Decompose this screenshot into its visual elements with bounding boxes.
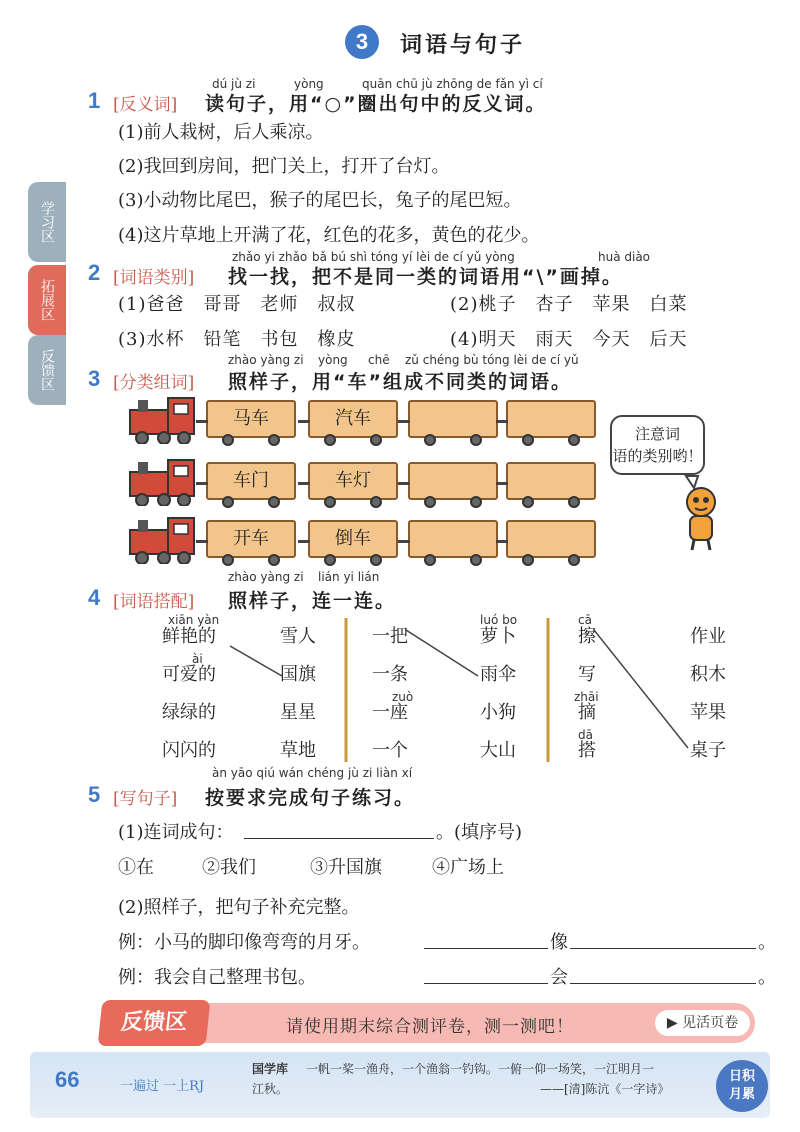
pinyin: yòng [318, 353, 348, 367]
answer-blank[interactable] [570, 948, 756, 949]
match-word-col5[interactable]: 擦 [578, 626, 596, 647]
example-line [230, 646, 282, 676]
feedback-text: 请使用期末综合测评卷，测一测吧！ [286, 1017, 574, 1037]
match-word-col1[interactable]: 绿绿的 [162, 702, 216, 723]
question-number: 4 [88, 585, 101, 610]
daily-badge [716, 1060, 768, 1112]
example-line [406, 630, 478, 676]
feedback-label: 反馈区 [98, 1000, 211, 1046]
period: 。 [758, 967, 776, 988]
match-word-col6[interactable]: 苹果 [690, 702, 726, 723]
train-car-word: 开车 [233, 528, 269, 549]
connector-word: 像 [550, 932, 568, 953]
question-number: 3 [88, 366, 101, 391]
pinyin: zhào yàng zi [228, 570, 304, 584]
pinyin: zǔ chéng bù tóng lèi de cí yǔ [405, 353, 579, 367]
question-number: 2 [88, 260, 101, 285]
question-instruction: 照样子，连一连。 [228, 590, 397, 612]
lesson-number-badge: 3 [345, 25, 379, 59]
pinyin: luó bo [480, 613, 518, 627]
word-option: ③升国旗 [310, 857, 382, 878]
match-word-col1[interactable]: 鲜艳的 [162, 626, 216, 647]
match-word-col5[interactable]: 写 [578, 664, 596, 685]
train-car-word: 汽车 [335, 408, 371, 429]
match-word-col4[interactable]: 雨伞 [480, 664, 516, 685]
part2-label: (2)照样子，把句子补充完整。 [118, 897, 360, 918]
pinyin: huà diào [598, 250, 651, 264]
part1-label: (1)连词成句： [118, 822, 234, 843]
match-word-col3[interactable]: 一个 [372, 740, 408, 761]
question-tag: [写句子] [113, 789, 178, 809]
pinyin: chē [368, 353, 390, 367]
answer-blank[interactable] [244, 838, 434, 839]
question-instruction: 照样子，用“车”组成不同类的词语。 [228, 371, 572, 393]
example-sentence: 例：我会自己整理书包。 [118, 967, 316, 988]
word-option: ④广场上 [432, 857, 504, 878]
word-group: (3)水杯 铅笔 书包 橡皮 [118, 329, 356, 350]
sentence-item: (4)这片草地上开满了花，红色的花多，黄色的花少。 [118, 225, 540, 246]
word-option: ①在 [118, 857, 154, 878]
page-number: 66 [55, 1067, 80, 1092]
pinyin: zhāi [574, 690, 599, 704]
match-word-col6[interactable]: 积木 [690, 664, 726, 685]
match-word-col5[interactable]: 搭 [578, 740, 596, 761]
match-word-col3[interactable]: 一座 [372, 702, 408, 723]
badge-line: 月累 [728, 1087, 755, 1102]
match-word-col3[interactable]: 一把 [372, 626, 408, 647]
pinyin: xiān yàn [168, 613, 220, 627]
pinyin: quān chū jù zhōng de fǎn yì cí [362, 77, 543, 91]
side-tab-feedback[interactable]: 反馈区 [28, 335, 66, 405]
answer-blank[interactable] [424, 983, 548, 984]
see-worksheet-button[interactable]: ▶ 见活页卷 [655, 1010, 750, 1036]
match-word-col6[interactable]: 作业 [690, 626, 726, 647]
footer-brand: 一遍过 一上RJ [120, 1079, 205, 1094]
answer-blank[interactable] [424, 948, 548, 949]
pinyin: dā [578, 728, 593, 742]
question-tag: [词语类别] [113, 268, 195, 288]
footer-poem: 江秋。 [252, 1082, 289, 1096]
match-word-col2[interactable]: 草地 [280, 740, 316, 761]
footer-poem: 一帆一桨一渔舟，一个渔翁一钓钩。一俯一仰一场笑，一江明月一 [306, 1062, 655, 1076]
sentence-item: (1)前人栽树，后人乘凉。 [118, 122, 324, 143]
question-number: 1 [88, 88, 101, 113]
match-word-col1[interactable]: 可爱的 [162, 664, 216, 685]
sentence-item: (3)小动物比尾巴，猴子的尾巴长，兔子的尾巴短。 [118, 190, 522, 211]
question-instruction: 找一找，把不是同一类的词语用“\”画掉。 [228, 266, 623, 288]
period: 。 [758, 932, 776, 953]
question-number: 5 [88, 782, 101, 807]
match-word-col4[interactable]: 大山 [480, 740, 516, 761]
hint-line: 注意词 [634, 425, 680, 443]
answer-blank[interactable] [570, 983, 756, 984]
match-word-col3[interactable]: 一条 [372, 664, 408, 685]
match-word-col2[interactable]: 国旗 [280, 664, 316, 685]
train-car-word: 车门 [233, 470, 269, 491]
example-sentence: 例：小马的脚印像弯弯的月牙。 [118, 932, 370, 953]
train-car-word: 倒车 [335, 528, 371, 549]
train-car-word: 马车 [233, 408, 269, 429]
pinyin: zhǎo yi zhǎo [232, 250, 308, 264]
word-group: (4)明天 雨天 今天 后天 [450, 329, 688, 350]
question-tag: [反义词] [113, 95, 178, 115]
question-instruction: 读句子，用“○”圈出句中的反义词。 [205, 93, 547, 115]
match-word-col5[interactable]: 摘 [578, 702, 596, 723]
word-group: (1)爸爸 哥哥 老师 叔叔 [118, 294, 356, 315]
match-word-col1[interactable]: 闪闪的 [162, 740, 216, 761]
part1-suffix: 。(填序号) [436, 822, 523, 843]
word-option: ②我们 [202, 857, 256, 878]
badge-line: 日积 [728, 1069, 755, 1084]
pinyin: yòng [294, 77, 324, 91]
question-tag: [分类组词] [113, 373, 195, 393]
match-word-col4[interactable]: 小狗 [480, 702, 516, 723]
question-tag: [词语搭配] [113, 592, 195, 612]
pinyin: bǎ bú shì tóng yí lèi de cí yǔ yòng [312, 250, 515, 264]
question-instruction: 按要求完成句子练习。 [205, 787, 416, 809]
match-word-col4[interactable]: 萝卜 [480, 626, 516, 647]
pinyin: ài [192, 652, 203, 666]
side-tab-study[interactable]: 学习区 [28, 182, 66, 262]
page-title: 词语与句子 [400, 33, 526, 58]
sentence-item: (2)我回到房间，把门关上，打开了台灯。 [118, 156, 450, 177]
match-word-col6[interactable]: 桌子 [690, 740, 726, 761]
footer-library: 国学库 [252, 1062, 289, 1076]
pinyin: dú jù zi [212, 77, 256, 91]
wheat-divider-icon [346, 618, 548, 762]
side-tab-extend[interactable]: 拓展区 [28, 265, 66, 335]
train-car-word: 车灯 [335, 470, 371, 491]
connector-word: 会 [550, 967, 568, 988]
example-line [594, 630, 688, 748]
pinyin: zuò [392, 690, 414, 704]
footer-source: ——[清]陈沆《一字诗》 [540, 1082, 670, 1096]
match-word-col2[interactable]: 星星 [280, 702, 316, 723]
pinyin: zhào yàng zi [228, 353, 304, 367]
pinyin: àn yāo qiú wán chéng jù zi liàn xí [212, 766, 413, 780]
hint-line: 语的类别哟！ [612, 447, 703, 465]
pinyin: lián yi lián [318, 570, 380, 584]
pinyin: cā [578, 613, 592, 627]
match-word-col2[interactable]: 雪人 [280, 626, 316, 647]
word-group: (2)桃子 杏子 苹果 白菜 [450, 294, 688, 315]
